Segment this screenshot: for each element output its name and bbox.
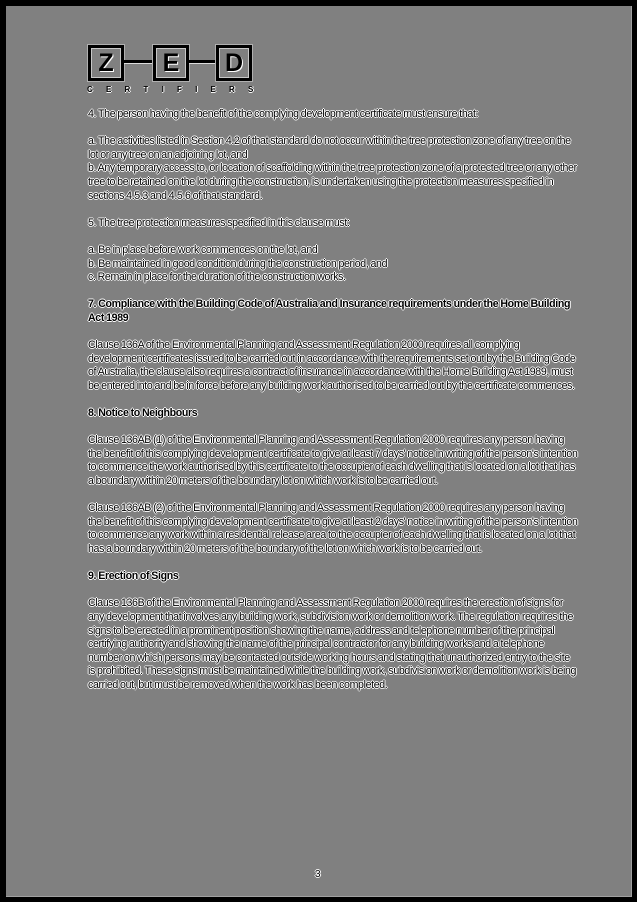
section-5-item-c: c. Remain in place for the duration of the construction works. bbox=[88, 271, 346, 284]
section-8-body-2: Clause 136AB (2) of the Environmental Planning and Assessment Regulation 2000 requires any person having the benefit of this complying development certificate to give at least 2 days' notice in writing of the person's intention to commence any work within a residential release area to the occupier of each dwelling that is located on a lot that has a boundary within 20 meters of the boundary of the lot on which work is to be carried out. bbox=[88, 502, 578, 555]
logo-letter-d: D bbox=[216, 45, 252, 81]
section-9-body: Clause 136B of the Environmental Planning and Assessment Regulation 2000 requires the erection of signs for any development that involves any building work, subdivision work or demolition work. The regulation requires the signs to be erected in a prominent position showing the name, address and telephone number of the principal certifying authority and showing the name of the principal contractor for any building works and a telephone number on which persons may be contacted outside working hours and stating that unauthorized entry to the site is prohibited. These signs must be maintained while the building work, subdivision work or demolition work is being carried out, but must be removed when the work has been completed. bbox=[88, 597, 577, 691]
logo-connector bbox=[124, 60, 153, 63]
document-page bbox=[6, 6, 632, 897]
logo-connector bbox=[189, 60, 216, 63]
section-7-heading: 7. Compliance with the Building Code of Australia and Insurance requirements under the Home Building Act 1989 bbox=[88, 298, 571, 324]
section-4-intro: 4. The person having the benefit of the complying development certificate must ensure that: bbox=[88, 108, 479, 120]
page-number: 3 bbox=[315, 869, 321, 880]
section-5-intro: 5. The tree protection measures specified in this clause must: bbox=[88, 216, 350, 229]
logo-subtitle: CERTIFIERS bbox=[87, 85, 267, 94]
document-body bbox=[88, 108, 578, 693]
section-5-item-b: b. Be maintained in good condition during the construction period, and bbox=[88, 257, 388, 270]
section-8-heading: 8. Notice to Neighbours bbox=[88, 407, 198, 420]
section-8-body-1: Clause 136AB (1) of the Environmental Planning and Assessment Regulation 2000 requires any person having the benefit of this complying development certificate to give at least 7 days' notice in writing of the person's intention to commence the work authorised by this certificate to the occupier of each dwelling that is located on a lot that has a boundary within 20 meters of the boundary lot on which work is to be carried out. bbox=[88, 434, 578, 488]
section-7-body: Clause 136A of the Environmental Planning and Assessment Regulation 2000 requires all complying development certificates issued to be carried out in accordance with the requirements set out by the Building Code of Australia, the clause also requires a contract of insurance in accordance with the Home Building Act 1989, must be entered into and be in force before any building work authorised to be carried out by the certificate commences. bbox=[88, 339, 576, 392]
section-9-heading: 9. Erection of Signs bbox=[88, 570, 179, 583]
logo-letter-e: E bbox=[153, 45, 189, 81]
section-4-item-b: b. Any temporary access to, or location of scaffolding within the tree protection zone of a protected tree or any other tree to be retained on the lot during the construction, is undertaken using the protection measures specified in sections 4.5.3 and 4.5.6 of that standard. bbox=[88, 162, 577, 202]
zed-certifiers-logo bbox=[83, 41, 267, 101]
section-5-item-a: a. Be in place before work commences on the lot, and bbox=[88, 243, 318, 256]
section-4-item-a: a. The activities listed in Section 4.2 of that standard do not occur within the tree protection zone of any tree on the lot or any tree on an adjoining lot, and bbox=[88, 135, 571, 161]
logo-letter-z: Z bbox=[88, 45, 124, 81]
